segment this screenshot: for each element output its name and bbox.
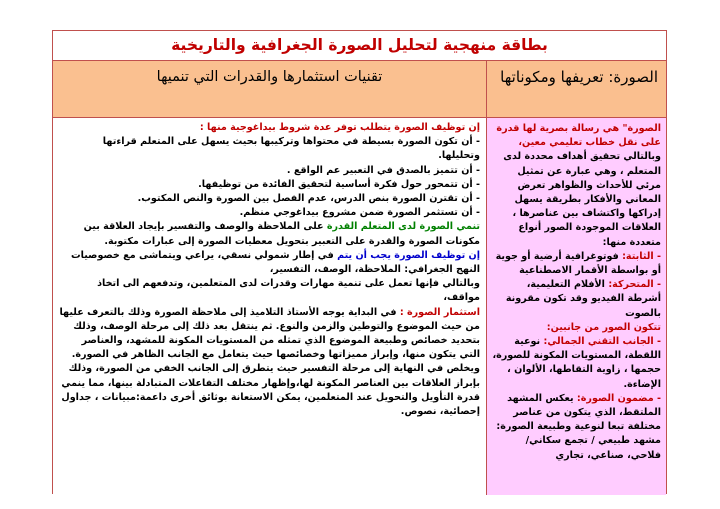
condition-item: - أن تتميز بالصدق في التعبير عم الواقع . xyxy=(286,164,480,176)
type-moving-text: الأفلام التعليمية، أشرطة الفيديو وقد تكون مقرونة بالصوت xyxy=(505,279,661,319)
technical-aspect xyxy=(490,335,661,392)
content-aspect xyxy=(490,392,661,463)
type-fixed-text: فوتوغرافية أرضية أو جوية أو بواسطة الأقمار الاصطناعية xyxy=(495,250,661,277)
definition-lead: الصورة" هي رسالة بصرية لها قدرة على نقل خطاب تعليمي معين، xyxy=(496,123,661,149)
type-moving-label: - المتحركة: xyxy=(608,279,661,291)
components-heading: تتكون الصور من جانبين: xyxy=(546,321,661,333)
condition-item: - أن تكون الصورة بسيطة في محتواها وتركيبها بحيث يسهل على المتعلم قراءتها وتحليلها. xyxy=(102,136,480,162)
card-title: بطاقة منهجية لتحليل الصورة الجغرافية والتاريخية xyxy=(53,31,666,61)
investment-text: في البداية يوجه الأستاذ التلاميذ إلى ملاحظة الصورة وذلك بالتعرف عليها من حيث الموضوع والتوطين والزمن والنوع. ثم ينتقل بعد ذلك إلى مرحلة الوصف، وذلك بتحديد خصائص وطبيعة الموضوع الذي تمثله من المستويات المكونة للمشهد، والعناصر التي يتكون منها، وإبراز مميزاتها وخصائصها حيث يتعامل مع الجانب الظاهر في الصورة. xyxy=(59,306,480,361)
type-moving xyxy=(490,278,661,321)
therefore-paragraph: وبالتالي فإنها تعمل على تنمية مهارات وقدرات لدى المتعلمين، وتدفعهم الى اتخاذ مواقف، xyxy=(97,278,480,304)
condition-item: - أن تتمحور حول فكرة أساسية لتحقيق الفائدة من توظيفها. xyxy=(198,178,480,190)
header-definition: الصورة: تعريفها ومكوناتها xyxy=(486,61,666,117)
investment-paragraph xyxy=(59,306,480,363)
content-aspect-label: - مضمون الصورة: xyxy=(576,392,661,404)
techniques-column xyxy=(53,118,486,495)
methodology-card xyxy=(52,30,667,494)
technical-aspect-text: نوعية اللقطة، المستويات المكونة للصورة، حجمها ، زاوية التقاطها، الألوان ، الإضاءة. xyxy=(492,336,661,390)
type-fixed xyxy=(490,250,661,278)
skills-paragraph xyxy=(59,220,480,248)
type-fixed-label: - الثابتة: xyxy=(622,250,661,262)
content-row xyxy=(53,118,666,495)
framework-lead: إن توظيف الصورة يجب أن يتم xyxy=(337,249,480,261)
condition-item: - أن تستثمر الصورة ضمن مشروع بيداغوجي منظم. xyxy=(239,207,480,219)
definition-paragraph xyxy=(490,122,661,250)
skills-lead: تنمي الصورة لدى المتعلم القدرة xyxy=(326,221,480,233)
definition-column xyxy=(486,118,666,495)
condition-item: - أن تقترن الصورة بنص الدرس، عدم الفصل بين الصورة والنص المكتوب. xyxy=(137,193,480,205)
conclusion-paragraph: ويخلص في النهاية إلى مرحلة التفسير حيث يتطرق إلى الجانب الخفي من الصورة، وذلك بإبراز العلاقات بين العناصر المكونة لها،وإظهار مختلف التفاعلات المتبادلة بينها، مما ينمي قدرة التأويل والتحويل عند المتعلمين، يمكن الاستعانة بوثائق أخرى داعمة:مبيانات ، جداول إحصائية، نصوص. xyxy=(61,363,480,418)
investment-label: استثمار الصورة : xyxy=(399,306,480,318)
definition-text: وبالتالي تحقيق أهداف محددة لدى المتعلم ، وهي عبارة عن تمثيل مرئي للأحداث والظواهر تعرض المعاني والأفكار بطريقة يسهل إدراكها واكتشاف بين عناصرها ، العلاقات الموجودة الصور أنواع متعددة منها: xyxy=(503,151,661,248)
content-aspect-text: يعكس المشهد الملتقط، الذي يتكون من عناصر مختلفة تبعا لنوعية وطبيعة الصورة: مشهد طبيعي / تجمع سكاني/ فلاحي، صناعي، تجاري xyxy=(496,392,661,461)
conditions-intro: إن توظيف الصورة يتطلب توفر عدة شروط بيداغوجية منها : xyxy=(199,122,480,133)
skills-text: على الملاحظة والوصف والتفسير بإيجاد العلاقة بين مكونات الصورة والقدرة على التعبير بتحويل معطيات الصورة إلى عبارات مكتوبة. xyxy=(83,221,480,247)
technical-aspect-label: - الجانب التقني الجمالي: xyxy=(543,336,661,348)
framework-paragraph xyxy=(59,249,480,277)
header-row xyxy=(53,61,666,118)
framework-text: في إطار شمولي نسقي، يراعي ويتماشى مع خصوصيات النهج الجغرافي: الملاحظة، الوصف، التفسير، xyxy=(71,249,480,276)
header-techniques: تقنيات استثمارها والقدرات التي تنميها xyxy=(53,61,486,117)
